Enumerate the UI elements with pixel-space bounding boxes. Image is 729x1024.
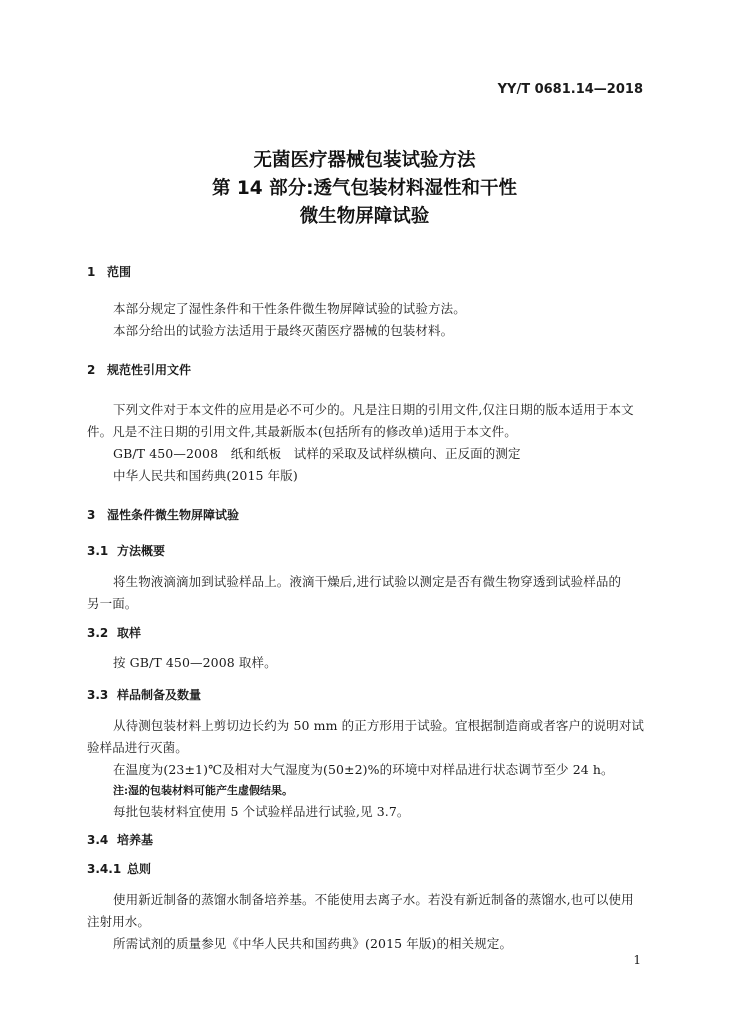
doc-title-line1: 无菌医疗器械包装试验方法 — [253, 150, 476, 171]
section-number: 3.4.1 — [87, 862, 122, 876]
sample-prep-line2: 验样品进行灭菌。 — [87, 740, 188, 755]
section-3-3-heading — [87, 686, 201, 703]
section-title: 样品制备及数量 — [117, 688, 202, 702]
section-title: 总则 — [127, 862, 152, 876]
section-number: 3 — [87, 508, 96, 522]
section-3-4-1-heading — [87, 860, 151, 877]
scope-paragraph-1: 本部分规定了湿性条件和干性条件微生物屏障试验的试验方法。 — [113, 301, 466, 316]
section-number: 3.3 — [87, 688, 109, 702]
page-number: 1 — [633, 953, 641, 967]
references-paragraph-line2: 件。凡是不注日期的引用文件,其最新版本(包括所有的修改单)适用于本文件。 — [87, 424, 517, 439]
method-summary-line1: 将生物液滴滴加到试验样品上。液滴干燥后,进行试验以测定是否有微生物穿透到试验样品的 — [113, 574, 622, 589]
section-title: 规范性引用文件 — [107, 363, 192, 377]
references-paragraph-line1: 下列文件对于本文件的应用是必不可少的。凡是注日期的引用文件,仅注日期的版本适用于本文 — [113, 402, 634, 417]
sampling-paragraph: 按 GB/T 450—2008 取样。 — [113, 655, 277, 670]
section-number: 1 — [87, 265, 96, 279]
medium-general-line1: 使用新近制备的蒸馏水制备培养基。不能使用去离子水。若没有新近制备的蒸馏水,也可以使用 — [113, 892, 634, 907]
section-3-2-heading — [87, 624, 141, 641]
section-title: 湿性条件微生物屏障试验 — [107, 508, 240, 522]
section-1-heading — [87, 263, 131, 280]
section-2-heading — [87, 361, 191, 378]
medium-general-line3: 所需试剂的质量参见《中华人民共和国药典》(2015 年版)的相关规定。 — [113, 936, 513, 951]
sample-prep-note: 注:湿的包装材料可能产生虚假结果。 — [113, 784, 294, 797]
method-summary-line2: 另一面。 — [87, 596, 138, 611]
scope-paragraph-2: 本部分给出的试验方法适用于最终灭菌医疗器械的包装材料。 — [113, 323, 454, 338]
medium-general-line2: 注射用水。 — [87, 914, 151, 929]
section-3-heading — [87, 506, 239, 523]
section-number: 3.4 — [87, 833, 109, 847]
sample-prep-line4: 每批包装材料宜使用 5 个试验样品进行试验,见 3.7。 — [113, 804, 410, 819]
section-number: 3.2 — [87, 626, 109, 640]
doc-title-line3: 微生物屏障试验 — [299, 206, 430, 227]
section-title: 培养基 — [117, 833, 154, 847]
section-number: 2 — [87, 363, 96, 377]
doc-title-line2: 第 14 部分:透气包装材料湿性和干性 — [211, 178, 518, 199]
sample-prep-line1: 从待测包装材料上剪切边长约为 50 mm 的正方形用于试验。宜根据制造商或者客户的说明对试 — [113, 718, 645, 733]
reference-item-pharmacopoeia: 中华人民共和国药典(2015 年版) — [113, 468, 298, 483]
sample-prep-line3: 在温度为(23±1)℃及相对大气湿度为(50±2)%的环境中对样品进行状态调节至少 24 h。 — [113, 762, 614, 777]
section-number: 3.1 — [87, 544, 109, 558]
reference-item-gbt450: GB/T 450—2008 纸和纸板 试样的采取及试样纵横向、正反面的测定 — [113, 446, 521, 461]
section-title: 方法概要 — [117, 544, 166, 558]
section-3-1-heading — [87, 542, 165, 559]
standard-code: YY/T 0681.14—2018 — [497, 82, 643, 97]
section-3-4-heading — [87, 831, 153, 848]
section-title: 范围 — [107, 265, 132, 279]
section-title: 取样 — [117, 626, 142, 640]
